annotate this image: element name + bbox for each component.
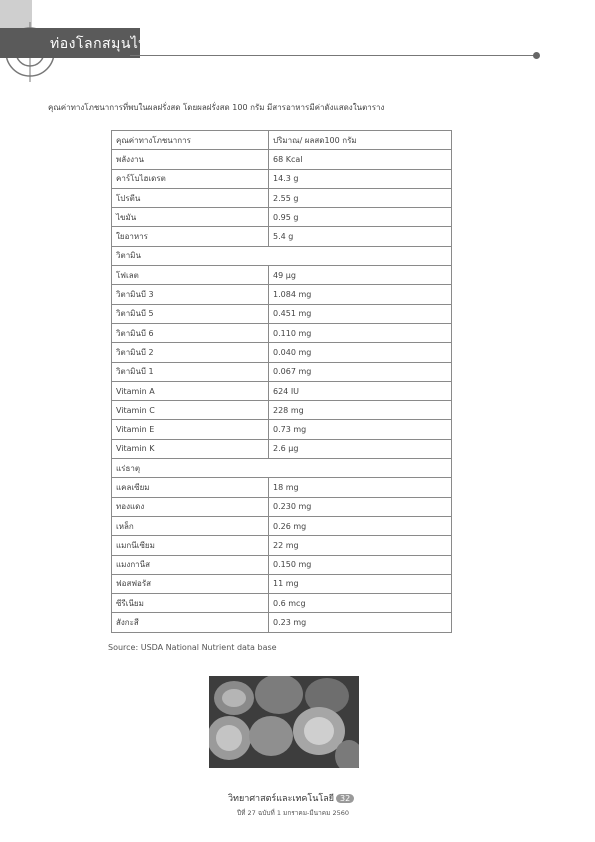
nutrient-value: 0.150 mg	[269, 555, 452, 574]
nutrient-name: วิตามินบี 6	[112, 323, 269, 342]
nutrient-value: 1.084 mg	[269, 285, 452, 304]
nutrient-value: 0.067 mg	[269, 362, 452, 381]
nutrient-value: 0.95 g	[269, 208, 452, 227]
nutrient-name: โฟเลต	[112, 266, 269, 285]
nutrient-name: สังกะสี	[112, 613, 269, 632]
table-row	[112, 323, 452, 342]
nutrient-value: 49 µg	[269, 266, 452, 285]
nutrient-name: คาร์โบไฮเดรต	[112, 169, 269, 188]
table-row	[112, 401, 452, 420]
nutrient-name: พลังงาน	[112, 150, 269, 169]
nutrient-value: 5.4 g	[269, 227, 452, 246]
table-row	[112, 381, 452, 400]
table-section-row	[112, 459, 452, 478]
nutrient-value: 0.040 mg	[269, 343, 452, 362]
nutrient-value: 68 Kcal	[269, 150, 452, 169]
nutrient-name: แมกนีเซียม	[112, 536, 269, 555]
nutrient-value: 18 mg	[269, 478, 452, 497]
table-row	[112, 227, 452, 246]
nutrient-name: แมงกานีส	[112, 555, 269, 574]
nutrient-value: 228 mg	[269, 401, 452, 420]
nutrient-name: ซีรีเนียม	[112, 594, 269, 613]
header-cell-nutrient: คุณค่าทางโภชนาการ	[112, 131, 269, 150]
table-row	[112, 497, 452, 516]
header-rule	[130, 55, 535, 56]
nutrition-table	[111, 130, 452, 633]
table-row	[112, 169, 452, 188]
nutrient-value: 0.26 mg	[269, 516, 452, 535]
nutrient-value: 0.110 mg	[269, 323, 452, 342]
table-row	[112, 343, 452, 362]
nutrient-name: วิตามินบี 1	[112, 362, 269, 381]
section-label: แร่ธาตุ	[112, 459, 452, 478]
nutrient-value: 624 IU	[269, 381, 452, 400]
nutrient-value: 14.3 g	[269, 169, 452, 188]
nutrient-name: แคลเซียม	[112, 478, 269, 497]
issue-info: ปีที่ 27 ฉบับที่ 1 มกราคม-มีนาคม 2560	[237, 809, 350, 817]
nutrient-value: 2.6 µg	[269, 439, 452, 458]
table-row	[112, 188, 452, 207]
nutrient-value: 0.23 mg	[269, 613, 452, 632]
guava-photo	[209, 676, 359, 768]
nutrient-value: 22 mg	[269, 536, 452, 555]
table-row	[112, 516, 452, 535]
nutrient-value: 0.451 mg	[269, 304, 452, 323]
nutrient-name: วิตามินบี 5	[112, 304, 269, 323]
nutrient-name: วิตามินบี 3	[112, 285, 269, 304]
table-row	[112, 266, 452, 285]
nutrient-name: ใยอาหาร	[112, 227, 269, 246]
nutrient-name: Vitamin A	[112, 381, 269, 400]
header-cell-amount: ปริมาณ/ ผลสด100 กรัม	[269, 131, 452, 150]
nutrient-name: Vitamin C	[112, 401, 269, 420]
journal-footer	[228, 791, 354, 805]
nutrient-value: 0.73 mg	[269, 420, 452, 439]
table-row	[112, 208, 452, 227]
nutrient-name: ทองแดง	[112, 497, 269, 516]
table-row	[112, 613, 452, 632]
journal-name: วิทยาศาสตร์และเทคโนโลยี	[228, 794, 335, 804]
nutrient-value: 0.6 mcg	[269, 594, 452, 613]
nutrient-name: ฟอสฟอรัส	[112, 574, 269, 593]
page-number: 32	[336, 794, 354, 803]
nutrient-name: โปรตีน	[112, 188, 269, 207]
source-note: Source: USDA National Nutrient data base	[108, 643, 277, 652]
header-dot-icon	[533, 52, 540, 59]
table-row	[112, 420, 452, 439]
nutrient-name: Vitamin K	[112, 439, 269, 458]
table-row	[112, 439, 452, 458]
table-row	[112, 285, 452, 304]
table-row	[112, 574, 452, 593]
nutrient-value: 0.230 mg	[269, 497, 452, 516]
nutrient-name: ไขมัน	[112, 208, 269, 227]
table-row	[112, 362, 452, 381]
table-row	[112, 536, 452, 555]
table-row	[112, 594, 452, 613]
nutrient-name: Vitamin E	[112, 420, 269, 439]
section-title: ท่องโลกสมุนไพร	[50, 36, 157, 52]
nutrient-name: เหล็ก	[112, 516, 269, 535]
table-row	[112, 555, 452, 574]
table-header-row	[112, 131, 452, 150]
nutrient-name: วิตามินบี 2	[112, 343, 269, 362]
nutrient-value: 11 mg	[269, 574, 452, 593]
table-section-row	[112, 246, 452, 265]
intro-text: คุณค่าทางโภชนาการที่พบในผลฝรั่งสด โดยผลฝรั่งสด 100 กรัม มีสารอาหารมีค่าดังแสดงในตาราง	[48, 103, 385, 112]
table-row	[112, 150, 452, 169]
table-row	[112, 478, 452, 497]
nutrient-value: 2.55 g	[269, 188, 452, 207]
table-row	[112, 304, 452, 323]
section-label: วิตามิน	[112, 246, 452, 265]
